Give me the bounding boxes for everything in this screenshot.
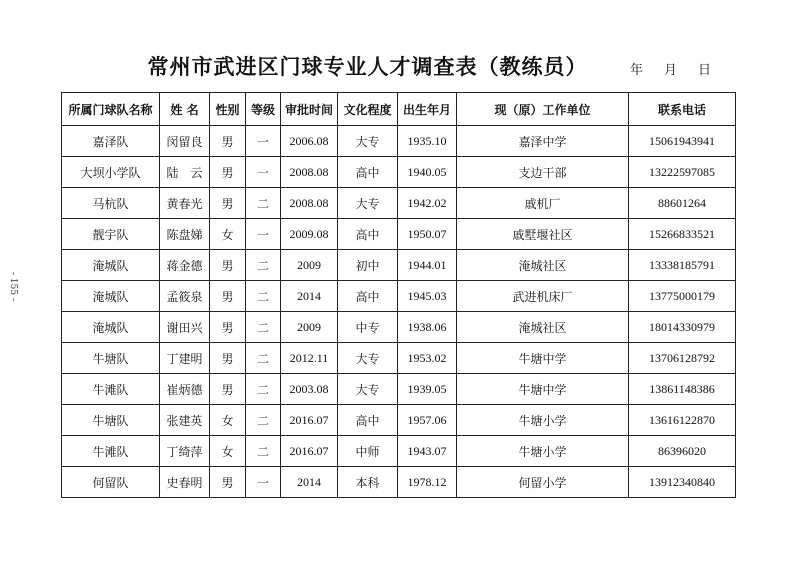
cell-workplace: 牛塘小学 (457, 405, 629, 436)
cell-birth-date: 1939.05 (398, 374, 457, 405)
cell-gender: 男 (210, 343, 246, 374)
cell-workplace: 淹城社区 (457, 250, 629, 281)
header-level: 等级 (246, 93, 281, 126)
cell-phone: 13706128792 (629, 343, 736, 374)
cell-approval-date: 2009 (281, 312, 338, 343)
header-approval-date: 审批时间 (281, 93, 338, 126)
cell-name: 崔炳德 (160, 374, 210, 405)
coach-survey-table (61, 92, 736, 498)
header-gender: 性别 (210, 93, 246, 126)
cell-name: 蒋金德 (160, 250, 210, 281)
cell-birth-date: 1938.06 (398, 312, 457, 343)
table-row (62, 467, 736, 498)
cell-gender: 男 (210, 250, 246, 281)
cell-gender: 女 (210, 436, 246, 467)
cell-phone: 86396020 (629, 436, 736, 467)
cell-level: 二 (246, 436, 281, 467)
table-row (62, 374, 736, 405)
cell-name: 丁绮萍 (160, 436, 210, 467)
table-row (62, 436, 736, 467)
cell-name: 谢田兴 (160, 312, 210, 343)
cell-phone: 13338185791 (629, 250, 736, 281)
cell-education: 高中 (338, 281, 398, 312)
cell-team: 牛塘队 (62, 343, 160, 374)
cell-approval-date: 2006.08 (281, 126, 338, 157)
header-team: 所属门球队名称 (62, 93, 160, 126)
cell-workplace: 牛塘小学 (457, 436, 629, 467)
cell-gender: 男 (210, 312, 246, 343)
header-workplace: 现（原）工作单位 (457, 93, 629, 126)
cell-birth-date: 1942.02 (398, 188, 457, 219)
page-title: 常州市武进区门球专业人才调查表（教练员） (147, 55, 588, 79)
cell-approval-date: 2008.08 (281, 157, 338, 188)
cell-level: 一 (246, 126, 281, 157)
cell-phone: 15266833521 (629, 219, 736, 250)
cell-birth-date: 1944.01 (398, 250, 457, 281)
cell-gender: 男 (210, 281, 246, 312)
cell-gender: 女 (210, 219, 246, 250)
cell-education: 高中 (338, 405, 398, 436)
table-body (62, 126, 736, 498)
cell-approval-date: 2003.08 (281, 374, 338, 405)
cell-education: 大专 (338, 126, 398, 157)
cell-phone: 13775000179 (629, 281, 736, 312)
cell-team: 淹城队 (62, 250, 160, 281)
cell-level: 一 (246, 157, 281, 188)
cell-phone: 18014330979 (629, 312, 736, 343)
table-row (62, 126, 736, 157)
header-birth-date: 出生年月 (398, 93, 457, 126)
date-month-label: 月 (664, 63, 678, 78)
cell-workplace: 戚墅堰社区 (457, 219, 629, 250)
date-day-label: 日 (698, 63, 712, 78)
cell-name: 闵留良 (160, 126, 210, 157)
table-row (62, 157, 736, 188)
cell-approval-date: 2009.08 (281, 219, 338, 250)
cell-education: 中专 (338, 312, 398, 343)
cell-level: 二 (246, 250, 281, 281)
cell-team: 大坝小学队 (62, 157, 160, 188)
cell-approval-date: 2014 (281, 467, 338, 498)
cell-phone: 88601264 (629, 188, 736, 219)
cell-gender: 男 (210, 188, 246, 219)
table-header-row (62, 93, 736, 126)
cell-gender: 男 (210, 126, 246, 157)
cell-birth-date: 1953.02 (398, 343, 457, 374)
cell-level: 一 (246, 219, 281, 250)
cell-workplace: 戚机厂 (457, 188, 629, 219)
cell-workplace: 淹城社区 (457, 312, 629, 343)
header-education: 文化程度 (338, 93, 398, 126)
cell-level: 二 (246, 281, 281, 312)
cell-birth-date: 1957.06 (398, 405, 457, 436)
cell-education: 高中 (338, 219, 398, 250)
cell-level: 二 (246, 312, 281, 343)
cell-birth-date: 1978.12 (398, 467, 457, 498)
cell-workplace: 何留小学 (457, 467, 629, 498)
cell-team: 何留队 (62, 467, 160, 498)
cell-workplace: 武进机床厂 (457, 281, 629, 312)
cell-name: 史春明 (160, 467, 210, 498)
cell-team: 牛滩队 (62, 436, 160, 467)
cell-name: 黄春光 (160, 188, 210, 219)
cell-phone: 13616122870 (629, 405, 736, 436)
cell-birth-date: 1935.10 (398, 126, 457, 157)
cell-level: 二 (246, 343, 281, 374)
cell-workplace: 嘉泽中学 (457, 126, 629, 157)
table-row (62, 312, 736, 343)
cell-gender: 男 (210, 374, 246, 405)
cell-level: 一 (246, 467, 281, 498)
table-row (62, 405, 736, 436)
cell-team: 淹城队 (62, 281, 160, 312)
cell-approval-date: 2016.07 (281, 436, 338, 467)
cell-workplace: 牛塘中学 (457, 343, 629, 374)
cell-team: 马杭队 (62, 188, 160, 219)
cell-team: 靓宇队 (62, 219, 160, 250)
header-name: 姓 名 (160, 93, 210, 126)
cell-birth-date: 1940.05 (398, 157, 457, 188)
cell-team: 嘉泽队 (62, 126, 160, 157)
cell-workplace: 牛塘中学 (457, 374, 629, 405)
cell-name: 陈盘娣 (160, 219, 210, 250)
cell-name: 陆 云 (160, 157, 210, 188)
cell-birth-date: 1950.07 (398, 219, 457, 250)
table-row (62, 250, 736, 281)
cell-education: 大专 (338, 343, 398, 374)
date-fields (630, 59, 711, 78)
table-row (62, 219, 736, 250)
cell-education: 本科 (338, 467, 398, 498)
table-row (62, 188, 736, 219)
cell-gender: 男 (210, 467, 246, 498)
cell-name: 丁建明 (160, 343, 210, 374)
cell-approval-date: 2016.07 (281, 405, 338, 436)
cell-birth-date: 1945.03 (398, 281, 457, 312)
header-phone: 联系电话 (629, 93, 736, 126)
cell-team: 淹城队 (62, 312, 160, 343)
cell-approval-date: 2014 (281, 281, 338, 312)
cell-phone: 13222597085 (629, 157, 736, 188)
table-row (62, 343, 736, 374)
page-number: - 155 - (8, 272, 18, 301)
cell-team: 牛滩队 (62, 374, 160, 405)
cell-education: 大专 (338, 188, 398, 219)
cell-workplace: 支边干部 (457, 157, 629, 188)
date-year-label: 年 (630, 63, 644, 78)
table-row (62, 281, 736, 312)
cell-birth-date: 1943.07 (398, 436, 457, 467)
cell-level: 二 (246, 405, 281, 436)
cell-gender: 男 (210, 157, 246, 188)
cell-level: 二 (246, 374, 281, 405)
cell-gender: 女 (210, 405, 246, 436)
cell-level: 二 (246, 188, 281, 219)
cell-approval-date: 2012.11 (281, 343, 338, 374)
cell-education: 高中 (338, 157, 398, 188)
cell-phone: 13912340840 (629, 467, 736, 498)
cell-education: 中师 (338, 436, 398, 467)
cell-team: 牛塘队 (62, 405, 160, 436)
cell-phone: 15061943941 (629, 126, 736, 157)
cell-approval-date: 2009 (281, 250, 338, 281)
cell-name: 孟筱泉 (160, 281, 210, 312)
cell-name: 张建英 (160, 405, 210, 436)
cell-education: 大专 (338, 374, 398, 405)
cell-approval-date: 2008.08 (281, 188, 338, 219)
cell-phone: 13861148386 (629, 374, 736, 405)
cell-education: 初中 (338, 250, 398, 281)
